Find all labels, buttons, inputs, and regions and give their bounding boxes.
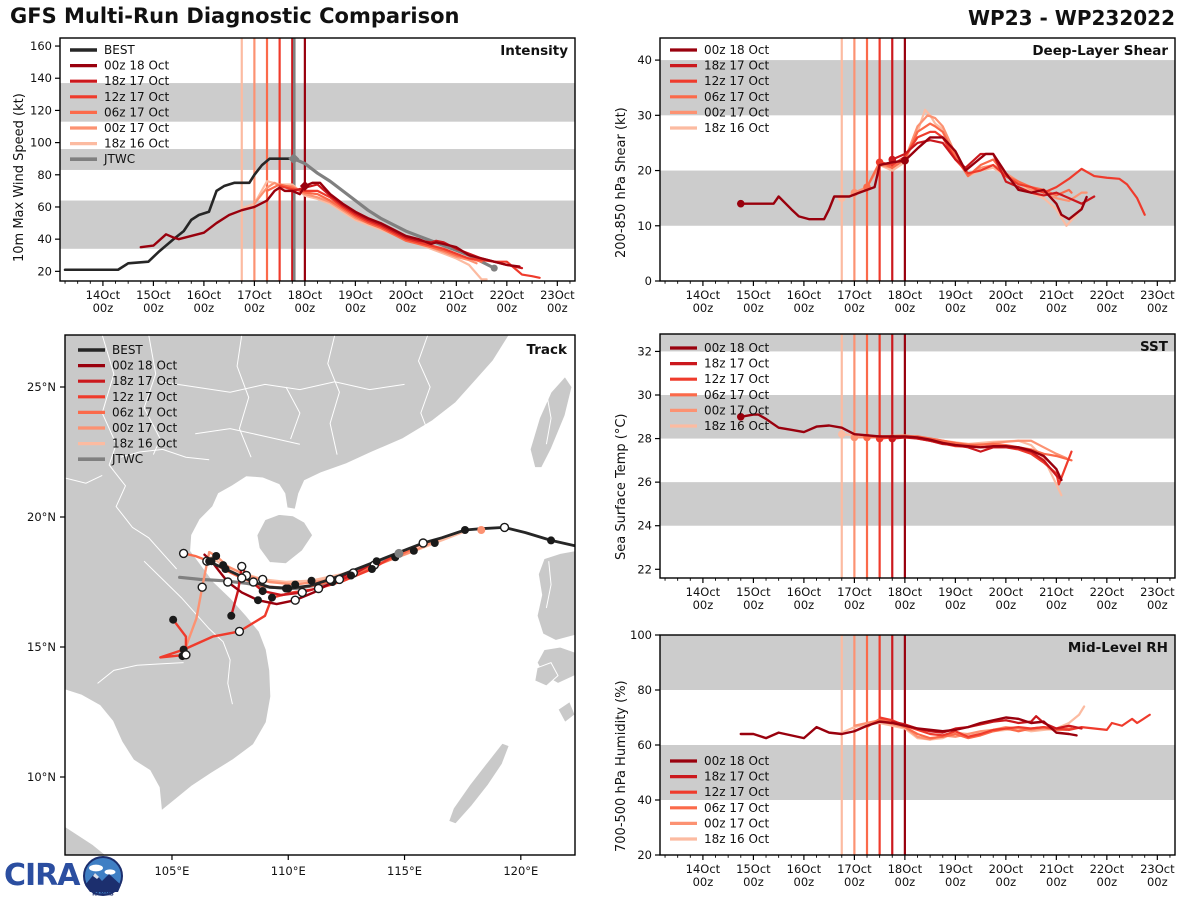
svg-text:17Oct: 17Oct bbox=[837, 585, 872, 599]
intensity-marker bbox=[491, 265, 498, 272]
svg-text:00z: 00z bbox=[692, 301, 714, 315]
legend-label-r12z17: 12z 17 Oct bbox=[704, 74, 770, 89]
cira-logo: CIRA bbox=[4, 857, 80, 893]
svg-text:30: 30 bbox=[637, 108, 652, 123]
legend-label-r18z16: 18z 16 Oct bbox=[112, 436, 178, 451]
svg-text:15Oct: 15Oct bbox=[736, 288, 771, 302]
svg-text:00z: 00z bbox=[1146, 598, 1168, 612]
svg-text:00z: 00z bbox=[894, 598, 916, 612]
svg-text:40: 40 bbox=[637, 793, 652, 807]
svg-text:00z: 00z bbox=[1096, 598, 1118, 612]
svg-text:22Oct: 22Oct bbox=[1089, 862, 1125, 876]
svg-text:40: 40 bbox=[37, 232, 52, 247]
svg-text:21Oct: 21Oct bbox=[1039, 862, 1074, 876]
svg-text:20Oct: 20Oct bbox=[388, 288, 424, 302]
svg-text:00z: 00z bbox=[995, 301, 1017, 315]
svg-text:0: 0 bbox=[644, 274, 652, 288]
rh-title: Mid-Level RH bbox=[1067, 640, 1168, 656]
svg-text:00z: 00z bbox=[844, 598, 865, 612]
svg-text:10: 10 bbox=[637, 218, 652, 233]
svg-text:25°N: 25°N bbox=[27, 380, 56, 394]
legend-label-r12z17: 12z 17 Oct bbox=[704, 372, 770, 387]
svg-text:19Oct: 19Oct bbox=[338, 288, 373, 302]
legend-label-r00z17: 00z 17 Oct bbox=[704, 816, 770, 831]
rh-series bbox=[741, 707, 1150, 740]
svg-text:00z: 00z bbox=[743, 598, 764, 612]
legend-label-r18z17: 18z 17 Oct bbox=[704, 769, 770, 784]
svg-text:22Oct: 22Oct bbox=[489, 288, 525, 302]
svg-text:20Oct: 20Oct bbox=[988, 585, 1024, 599]
logo-area bbox=[4, 853, 134, 898]
svg-text:00z: 00z bbox=[1096, 301, 1118, 315]
svg-text:00z: 00z bbox=[1046, 875, 1067, 889]
legend-label-r00z17: 00z 17 Oct bbox=[104, 121, 170, 135]
legend-label-r18z16: 18z 16 Oct bbox=[704, 419, 770, 433]
legend-label-r06z17: 06z 17 Oct bbox=[704, 387, 770, 402]
svg-text:00z: 00z bbox=[692, 598, 714, 612]
svg-text:19Oct: 19Oct bbox=[938, 862, 973, 876]
shear-chart bbox=[600, 28, 1200, 330]
svg-text:00z: 00z bbox=[345, 301, 366, 315]
track-title: Track bbox=[526, 342, 567, 358]
svg-text:23Oct: 23Oct bbox=[540, 288, 575, 302]
svg-text:14Oct: 14Oct bbox=[85, 288, 121, 302]
svg-text:00z: 00z bbox=[1046, 301, 1067, 315]
svg-text:80: 80 bbox=[37, 167, 52, 182]
svg-text:00z: 00z bbox=[995, 875, 1017, 889]
shear-marker bbox=[901, 157, 909, 165]
legend-label-r12z17: 12z 17 Oct bbox=[112, 389, 178, 404]
legend-label-r18z16: 18z 16 Oct bbox=[704, 832, 770, 846]
svg-text:00z: 00z bbox=[1146, 875, 1168, 889]
legend-label-best: BEST bbox=[112, 343, 143, 357]
legend-label-r18z17: 18z 17 Oct bbox=[104, 74, 170, 89]
svg-text:00z: 00z bbox=[945, 875, 966, 889]
svg-text:00z: 00z bbox=[294, 301, 316, 315]
svg-text:26: 26 bbox=[637, 475, 652, 490]
svg-text:120°E: 120°E bbox=[503, 864, 539, 878]
svg-text:140: 140 bbox=[30, 71, 52, 86]
svg-text:20Oct: 20Oct bbox=[988, 862, 1024, 876]
svg-text:00z: 00z bbox=[143, 301, 164, 315]
legend-label-r06z17: 06z 17 Oct bbox=[704, 800, 770, 815]
legend-label-r06z17: 06z 17 Oct bbox=[704, 89, 770, 104]
svg-text:00z: 00z bbox=[193, 301, 215, 315]
track-map bbox=[0, 330, 605, 896]
legend-label-r00z17: 00z 17 Oct bbox=[112, 421, 178, 435]
svg-text:14Oct: 14Oct bbox=[685, 288, 721, 302]
shear-ylabel: 200-850 hPa Shear (kt) bbox=[614, 107, 629, 258]
legend-label-r00z18: 00z 18 Oct bbox=[104, 58, 170, 73]
svg-text:00z: 00z bbox=[945, 598, 966, 612]
svg-text:40: 40 bbox=[637, 53, 652, 68]
track-map-panel bbox=[0, 330, 605, 896]
intensity-ylabel: 10m Max Wind Speed (kt) bbox=[12, 93, 27, 262]
svg-text:20: 20 bbox=[637, 163, 652, 178]
svg-text:105°E: 105°E bbox=[154, 864, 190, 878]
legend-label-r00z18: 00z 18 Oct bbox=[704, 43, 770, 57]
svg-text:21Oct: 21Oct bbox=[1039, 585, 1074, 599]
rh-chart bbox=[600, 625, 1200, 900]
svg-text:60: 60 bbox=[37, 199, 52, 214]
svg-text:21Oct: 21Oct bbox=[439, 288, 474, 302]
rh-panel bbox=[600, 625, 1200, 900]
svg-text:00z: 00z bbox=[793, 598, 815, 612]
svg-text:18Oct: 18Oct bbox=[287, 288, 323, 302]
svg-text:18Oct: 18Oct bbox=[887, 585, 923, 599]
landmass-luzon bbox=[537, 551, 575, 641]
intensity-title: Intensity bbox=[500, 43, 568, 59]
svg-text:22Oct: 22Oct bbox=[1089, 585, 1125, 599]
svg-text:16Oct: 16Oct bbox=[186, 288, 222, 302]
svg-text:80: 80 bbox=[637, 683, 652, 697]
svg-text:00z: 00z bbox=[244, 301, 265, 315]
storm-id-title: WP23 - WP232022 bbox=[968, 6, 1175, 30]
intensity-panel bbox=[0, 28, 605, 330]
svg-text:15Oct: 15Oct bbox=[736, 585, 771, 599]
svg-text:18Oct: 18Oct bbox=[887, 288, 923, 302]
legend-label-r18z16: 18z 16 Oct bbox=[704, 121, 770, 135]
sst-title: SST bbox=[1139, 339, 1168, 355]
svg-text:22Oct: 22Oct bbox=[1089, 288, 1125, 302]
svg-text:24: 24 bbox=[637, 518, 652, 533]
svg-text:10°N: 10°N bbox=[27, 770, 56, 784]
legend-label-r18z16: 18z 16 Oct bbox=[104, 136, 170, 151]
legend-label-r06z17: 06z 17 Oct bbox=[112, 405, 178, 420]
legend-label-r12z17: 12z 17 Oct bbox=[704, 785, 770, 800]
legend-label-r18z17: 18z 17 Oct bbox=[704, 58, 770, 73]
svg-text:RAMMB: RAMMB bbox=[91, 891, 114, 897]
svg-text:00z: 00z bbox=[546, 301, 568, 315]
page-title: GFS Multi-Run Diagnostic Comparison bbox=[10, 4, 460, 28]
svg-text:00z: 00z bbox=[793, 875, 815, 889]
svg-text:60: 60 bbox=[637, 738, 652, 752]
svg-text:28: 28 bbox=[637, 431, 652, 446]
legend-label-r00z18: 00z 18 Oct bbox=[112, 358, 178, 373]
svg-text:16Oct: 16Oct bbox=[786, 585, 822, 599]
shear-init-dot-r00z18 bbox=[737, 200, 745, 208]
svg-text:115°E: 115°E bbox=[387, 864, 423, 878]
rh-ylabel: 700-500 hPa Humidity (%) bbox=[614, 680, 629, 852]
legend-label-r18z17: 18z 17 Oct bbox=[704, 356, 770, 371]
svg-text:00z: 00z bbox=[92, 301, 114, 315]
svg-text:00z: 00z bbox=[1096, 875, 1118, 889]
svg-text:16Oct: 16Oct bbox=[786, 288, 822, 302]
legend-label-best: BEST bbox=[104, 43, 135, 57]
intensity-chart bbox=[0, 28, 605, 330]
svg-text:00z: 00z bbox=[496, 301, 518, 315]
sst-init-dot-r18z16 bbox=[838, 430, 846, 438]
svg-text:00z: 00z bbox=[844, 875, 865, 889]
svg-text:00z: 00z bbox=[1146, 301, 1168, 315]
svg-text:00z: 00z bbox=[945, 301, 966, 315]
svg-text:00z: 00z bbox=[395, 301, 417, 315]
shear-panel bbox=[600, 28, 1200, 330]
svg-text:21Oct: 21Oct bbox=[1039, 288, 1074, 302]
svg-text:15Oct: 15Oct bbox=[136, 288, 171, 302]
svg-text:20Oct: 20Oct bbox=[988, 288, 1024, 302]
legend-label-r00z17: 00z 17 Oct bbox=[704, 105, 770, 120]
svg-text:17Oct: 17Oct bbox=[837, 288, 872, 302]
svg-text:14Oct: 14Oct bbox=[685, 862, 721, 876]
svg-text:30: 30 bbox=[637, 388, 652, 402]
sst-chart bbox=[600, 326, 1200, 626]
svg-text:00z: 00z bbox=[995, 598, 1017, 612]
svg-text:100: 100 bbox=[630, 628, 652, 642]
svg-text:00z: 00z bbox=[1046, 598, 1067, 612]
svg-text:00z: 00z bbox=[743, 301, 764, 315]
svg-text:20°N: 20°N bbox=[27, 510, 56, 524]
svg-text:16Oct: 16Oct bbox=[786, 862, 822, 876]
svg-text:32: 32 bbox=[637, 344, 652, 359]
svg-text:160: 160 bbox=[30, 39, 52, 54]
legend-label-r18z17: 18z 17 Oct bbox=[112, 374, 178, 389]
legend-label-jtwc: JTWC bbox=[104, 152, 136, 167]
svg-text:20: 20 bbox=[637, 848, 652, 862]
svg-text:120: 120 bbox=[30, 103, 52, 118]
legend-label-r06z17: 06z 17 Oct bbox=[104, 105, 170, 120]
svg-text:23Oct: 23Oct bbox=[1140, 288, 1175, 302]
legend-label-r00z18: 00z 18 Oct bbox=[704, 341, 770, 355]
svg-text:15Oct: 15Oct bbox=[736, 862, 771, 876]
svg-text:14Oct: 14Oct bbox=[685, 585, 721, 599]
svg-text:00z: 00z bbox=[692, 875, 714, 889]
svg-text:20: 20 bbox=[37, 264, 52, 279]
legend-label-r00z17: 00z 17 Oct bbox=[704, 403, 770, 418]
legend-label-r12z17: 12z 17 Oct bbox=[104, 89, 170, 104]
sst-ylabel: Sea Surface Temp (°C) bbox=[614, 413, 629, 560]
svg-text:15°N: 15°N bbox=[27, 640, 56, 654]
svg-text:22: 22 bbox=[637, 562, 652, 577]
svg-text:00z: 00z bbox=[844, 301, 865, 315]
shear-title: Deep-Layer Shear bbox=[1032, 43, 1168, 59]
svg-text:00z: 00z bbox=[793, 301, 815, 315]
svg-text:00z: 00z bbox=[446, 301, 467, 315]
svg-text:00z: 00z bbox=[743, 875, 764, 889]
svg-text:19Oct: 19Oct bbox=[938, 585, 973, 599]
svg-text:17Oct: 17Oct bbox=[237, 288, 272, 302]
legend-label-jtwc: JTWC bbox=[112, 452, 144, 467]
svg-text:23Oct: 23Oct bbox=[1140, 862, 1175, 876]
svg-text:23Oct: 23Oct bbox=[1140, 585, 1175, 599]
svg-text:110°E: 110°E bbox=[270, 864, 306, 878]
svg-text:00z: 00z bbox=[894, 875, 916, 889]
sst-panel bbox=[600, 326, 1200, 626]
svg-text:19Oct: 19Oct bbox=[938, 288, 973, 302]
rammb-logo bbox=[82, 855, 124, 897]
svg-text:00z: 00z bbox=[894, 301, 916, 315]
svg-text:18Oct: 18Oct bbox=[887, 862, 923, 876]
svg-text:17Oct: 17Oct bbox=[837, 862, 872, 876]
sst-init-vlines bbox=[842, 334, 905, 578]
legend-label-r00z18: 00z 18 Oct bbox=[704, 754, 770, 768]
svg-text:100: 100 bbox=[30, 135, 52, 150]
